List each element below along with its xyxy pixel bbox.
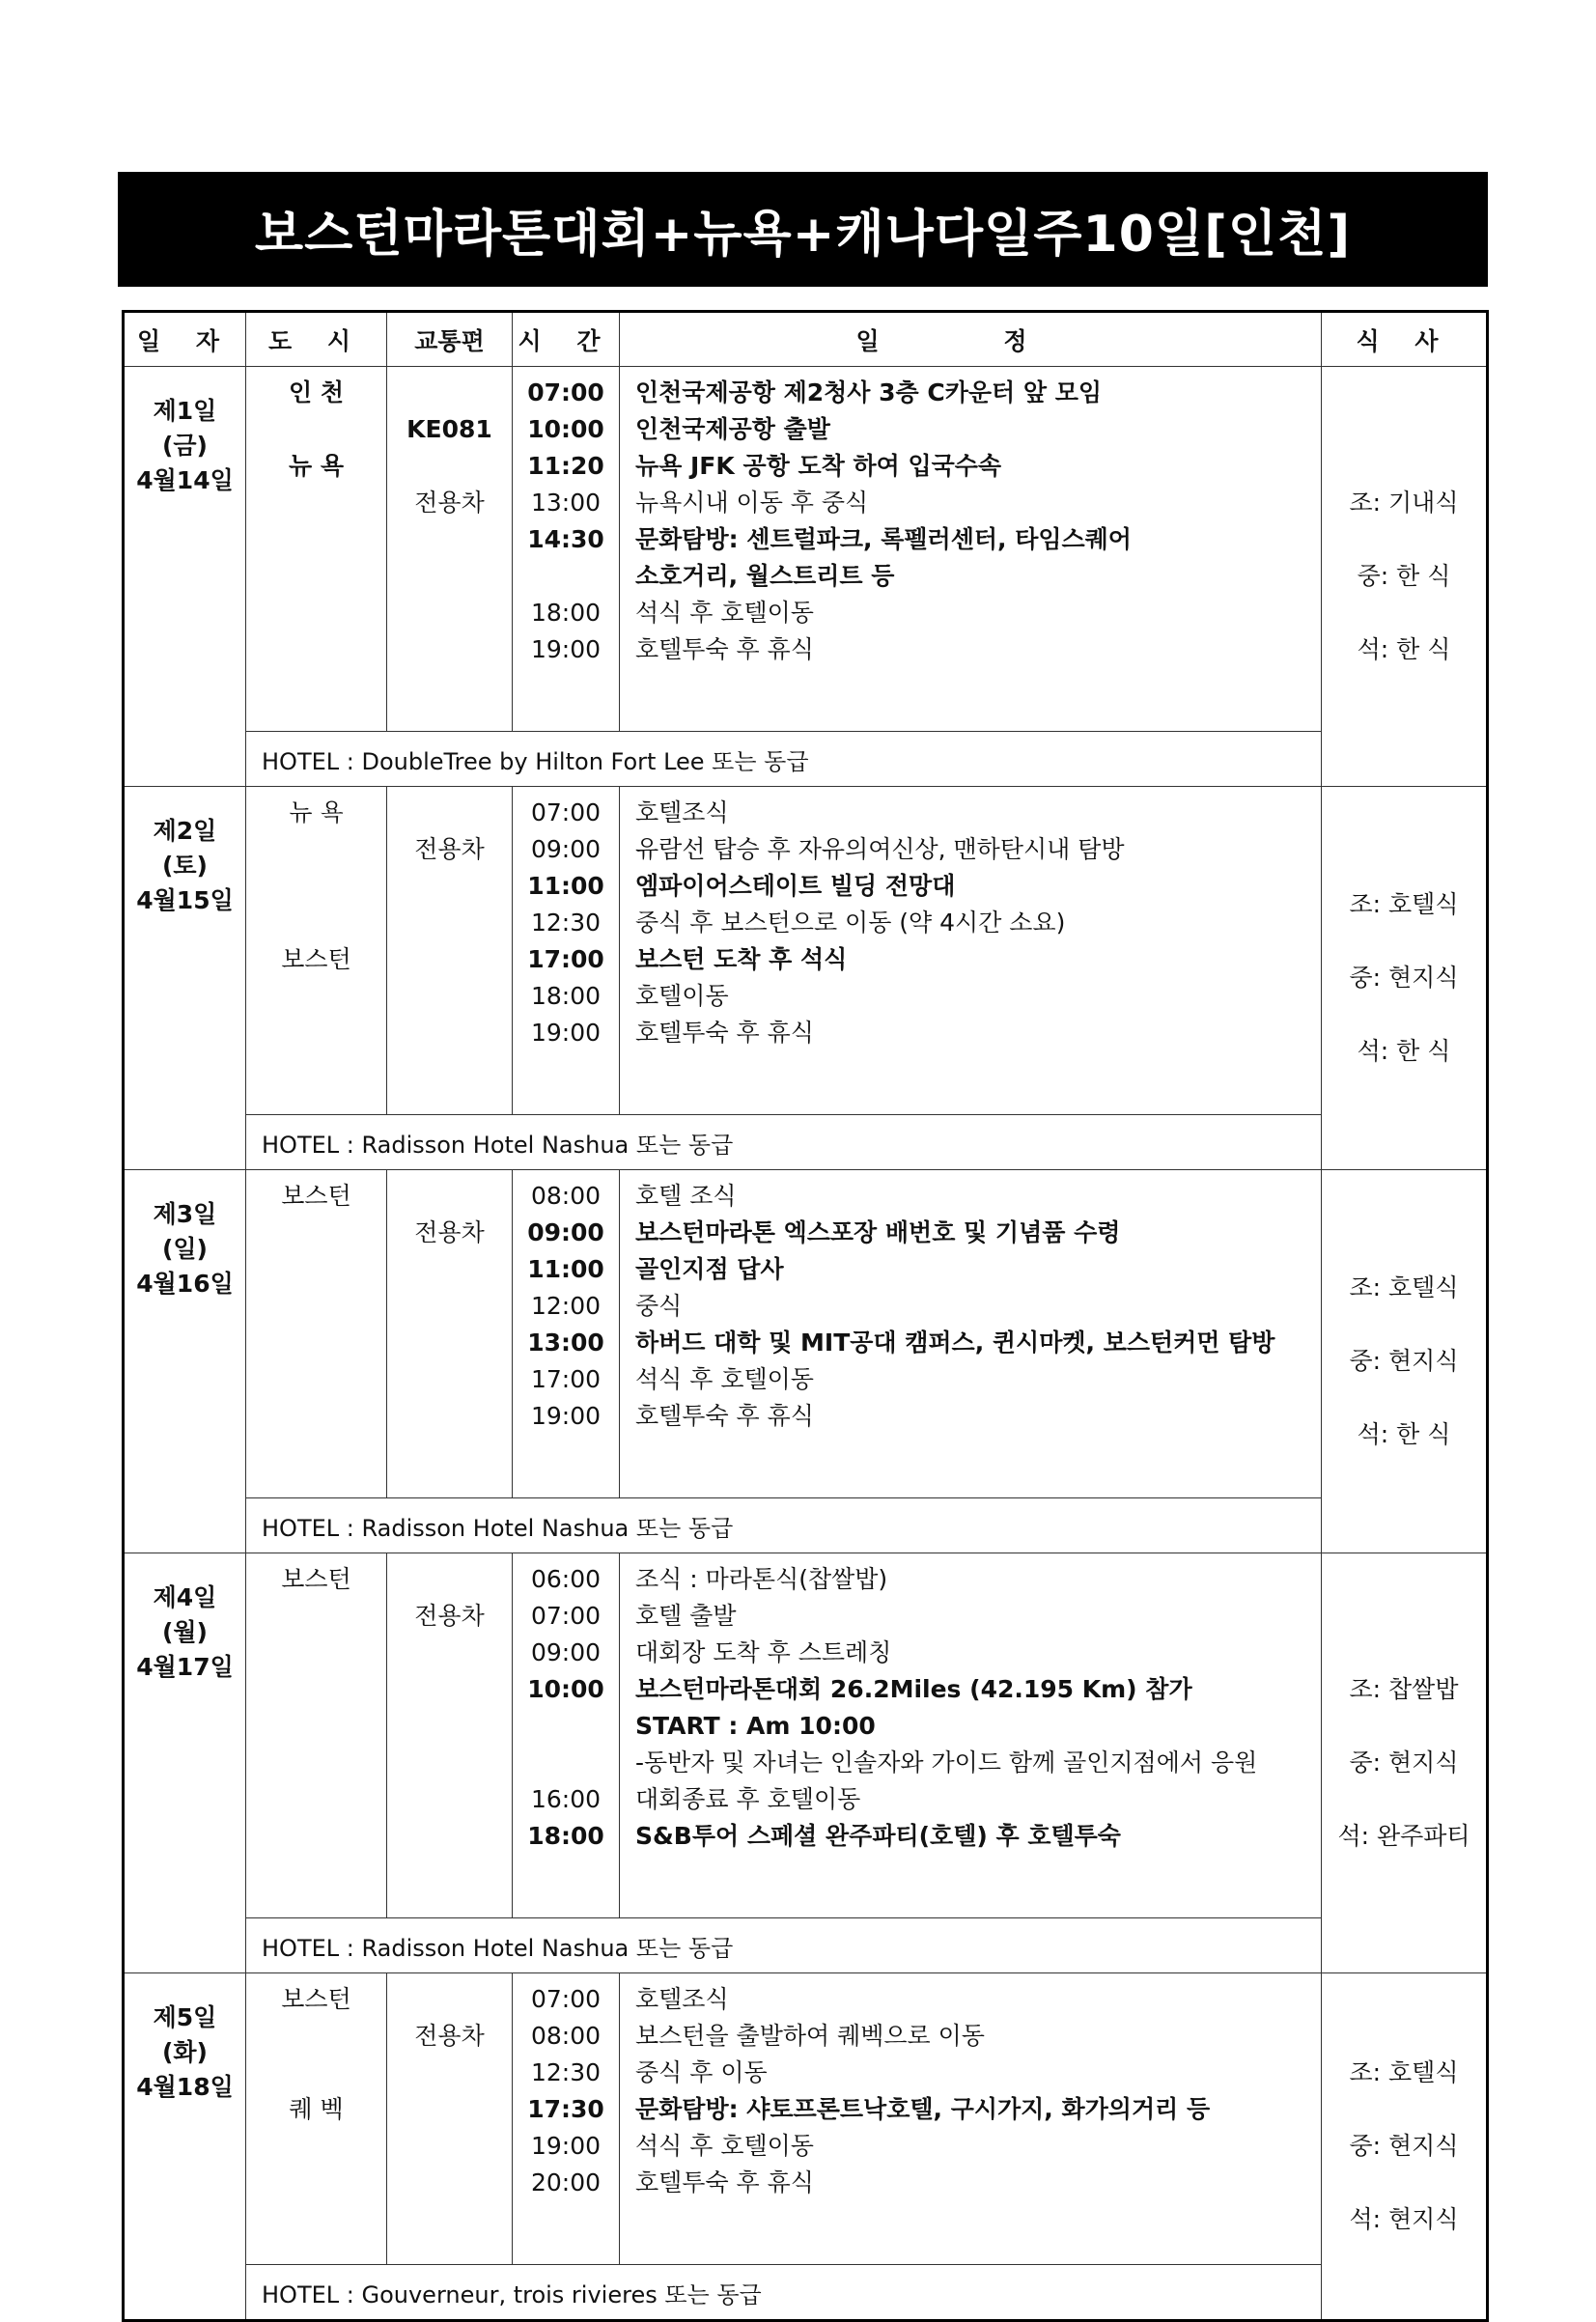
transport-line [387, 1398, 512, 1435]
day-date: 4월15일 [136, 886, 234, 914]
transport-line: 전용차 [414, 1218, 485, 1246]
city-line [246, 978, 386, 1015]
time-cell-lines [513, 1973, 619, 2201]
day-label-block [125, 1973, 245, 2105]
transport-cell [387, 787, 513, 1115]
time-line: 18:00 [530, 982, 602, 1010]
time-line: 12:30 [530, 2058, 602, 2086]
transport-line: 전용차 [414, 1602, 485, 1630]
city-line [246, 595, 386, 631]
schedule-item: 호텔조식 [635, 798, 729, 826]
hotel-info: HOTEL : Gouverneur, trois rivieres 또는 동급 [246, 2265, 1322, 2321]
meal-item: 석: 현지식 [1349, 2205, 1459, 2233]
transport-line [387, 558, 512, 595]
time-line: 13:00 [527, 1329, 604, 1357]
meal-cell [1322, 1553, 1488, 1973]
transport-line [387, 795, 512, 831]
schedule-cell-lines [635, 1973, 1321, 2201]
time-line: 07:00 [530, 798, 602, 826]
header-transport: 교통편 [387, 312, 513, 367]
schedule-item: 중식 [635, 1292, 683, 1320]
transport-line [387, 1708, 512, 1745]
transport-line [387, 1981, 512, 2018]
city-cell-lines [246, 1973, 386, 2201]
day-label: 제3일 [153, 1200, 217, 1228]
hotel-info: HOTEL : Radisson Hotel Nashua 또는 동급 [246, 1115, 1322, 1170]
time-cell [513, 787, 620, 1115]
schedule-item: 호텔투숙 후 휴식 [635, 1402, 814, 1430]
time-line: 09:00 [530, 1638, 602, 1666]
schedule-cell-lines [635, 1170, 1321, 1435]
day-date: 4월18일 [136, 2073, 234, 2101]
itinerary-table [122, 310, 1489, 2322]
day-weekday: (일) [161, 1235, 208, 1263]
transport-line [387, 868, 512, 905]
city-cell-lines [246, 1170, 386, 1435]
transport-line [387, 2165, 512, 2201]
meal-item: 중: 현지식 [1349, 2132, 1459, 2160]
time-cell [513, 1553, 620, 1918]
schedule-item: 뉴욕시내 이동 후 중식 [635, 489, 869, 517]
time-line: 07:00 [530, 1985, 602, 2013]
time-cell-lines [513, 787, 619, 1051]
transport-line: 전용차 [414, 489, 485, 517]
schedule-item: 엠파이어스테이트 빌딩 전망대 [635, 872, 956, 900]
schedule-cell-lines [635, 367, 1321, 668]
transport-line [387, 631, 512, 668]
transport-line [387, 448, 512, 485]
schedule-item: 인천국제공항 제2청사 3층 C카운터 앞 모임 [635, 378, 1103, 406]
meal-cell [1322, 1170, 1488, 1553]
schedule-item: 대회종료 후 호텔이동 [635, 1785, 861, 1813]
day-weekday: (월) [161, 1618, 208, 1646]
schedule-item: 유람선 탑승 후 자유의여신상, 맨하탄시내 탐방 [635, 835, 1125, 863]
schedule-cell [620, 1553, 1322, 1918]
day-label: 제2일 [153, 817, 217, 845]
transport-line [387, 2128, 512, 2165]
itinerary-body [124, 367, 1488, 2321]
schedule-item: 조식 : 마라톤식(찹쌀밥) [635, 1565, 888, 1593]
time-line: 08:00 [530, 1182, 602, 1210]
day-label-block [125, 1170, 245, 1301]
header-time: 시 간 [513, 312, 620, 367]
time-line: 19:00 [530, 2132, 602, 2160]
time-line: 18:00 [530, 599, 602, 627]
transport-line [387, 1288, 512, 1325]
transport-cell-lines [387, 787, 512, 1051]
schedule-item: 석식 후 호텔이동 [635, 599, 814, 627]
city-line: 퀘 벡 [289, 2095, 344, 2123]
day-label-block [125, 367, 245, 498]
time-line: 11:20 [527, 452, 604, 480]
schedule-item: 문화탐방: 센트럴파크, 록펠러센터, 타임스퀘어 [635, 525, 1132, 553]
day-cell [124, 787, 246, 1170]
meal-item: 조: 호텔식 [1349, 2058, 1459, 2086]
schedule-item: 하버드 대학 및 MIT공대 캠퍼스, 퀸시마켓, 보스턴커먼 탐방 [635, 1329, 1275, 1357]
city-cell [246, 1170, 387, 1498]
city-line [246, 1745, 386, 1781]
transport-line [387, 1818, 512, 1855]
time-line: 13:00 [530, 489, 602, 517]
time-line [513, 1745, 619, 1781]
day-cell [124, 367, 246, 787]
time-cell [513, 1170, 620, 1498]
transport-line [387, 1178, 512, 1215]
schedule-cell [620, 1170, 1322, 1498]
day-weekday: (화) [161, 2038, 208, 2066]
time-line: 07:00 [530, 1602, 602, 1630]
time-line: 11:00 [527, 1255, 604, 1283]
transport-line [387, 941, 512, 978]
day-label-block [125, 1553, 245, 1685]
time-line: 20:00 [530, 2168, 602, 2196]
transport-cell-lines [387, 1553, 512, 1855]
schedule-item: START : Am 10:00 [635, 1712, 876, 1740]
city-line [246, 2128, 386, 2165]
city-cell [246, 367, 387, 732]
time-line [513, 558, 619, 595]
transport-line [387, 2055, 512, 2091]
transport-cell [387, 1170, 513, 1498]
time-line [513, 1708, 619, 1745]
meal-item: 중: 현지식 [1349, 1347, 1459, 1375]
city-line [246, 1398, 386, 1435]
city-cell-lines [246, 1553, 386, 1855]
transport-line: 전용차 [414, 835, 485, 863]
transport-line [387, 1361, 512, 1398]
meal-cell [1322, 367, 1488, 787]
schedule-cell [620, 367, 1322, 732]
transport-line [387, 978, 512, 1015]
time-line: 06:00 [530, 1565, 602, 1593]
city-line [246, 485, 386, 521]
hotel-row [124, 2265, 1488, 2321]
city-line [246, 868, 386, 905]
time-line: 14:30 [527, 525, 604, 553]
city-line [246, 1671, 386, 1708]
city-line [246, 1708, 386, 1745]
day-date: 4월14일 [136, 466, 234, 494]
schedule-item: S&B투어 스페셜 완주파티(호텔) 후 호텔투숙 [635, 1822, 1121, 1850]
city-line [246, 631, 386, 668]
day-cell [124, 1553, 246, 1973]
city-line [246, 831, 386, 868]
schedule-item: 석식 후 호텔이동 [635, 2132, 814, 2160]
city-line [246, 1215, 386, 1251]
city-line [246, 905, 386, 941]
time-line: 09:00 [530, 835, 602, 863]
schedule-item: 호텔조식 [635, 1985, 729, 2013]
city-line [246, 558, 386, 595]
meal-item: 조: 찹쌀밥 [1349, 1675, 1459, 1703]
hotel-row [124, 732, 1488, 787]
transport-line [387, 1781, 512, 1818]
city-cell [246, 787, 387, 1115]
schedule-item: 호텔 출발 [635, 1602, 737, 1630]
day-row [124, 367, 1488, 732]
header-date: 일 자 [124, 312, 246, 367]
schedule-item: 호텔이동 [635, 982, 729, 1010]
schedule-item: 호텔투숙 후 휴식 [635, 1019, 814, 1047]
city-line: 보스턴 [281, 945, 351, 973]
transport-cell [387, 1553, 513, 1918]
schedule-item: 호텔 조식 [635, 1182, 737, 1210]
time-line: 18:00 [527, 1822, 604, 1850]
city-line: 보스턴 [281, 1565, 351, 1593]
city-line [246, 411, 386, 448]
header-city: 도 시 [246, 312, 387, 367]
schedule-item: 호텔투숙 후 휴식 [635, 2168, 814, 2196]
city-line [246, 1015, 386, 1051]
schedule-cell [620, 1973, 1322, 2265]
city-line: 인 천 [288, 378, 344, 406]
meal-item: 중: 현지식 [1349, 1748, 1459, 1776]
schedule-item: 문화탐방: 샤토프론트낙호텔, 구시가지, 화가의거리 등 [635, 2095, 1211, 2123]
time-line: 17:30 [527, 2095, 604, 2123]
time-line: 10:00 [527, 415, 604, 443]
transport-line: 전용차 [414, 2022, 485, 2050]
transport-line [387, 2091, 512, 2128]
city-line: 보스턴 [281, 1182, 351, 1210]
header-meal: 식 사 [1322, 312, 1488, 367]
city-line: 뉴 욕 [288, 452, 344, 480]
hotel-row [124, 1918, 1488, 1973]
day-row [124, 1553, 1488, 1918]
transport-line [387, 1325, 512, 1361]
schedule-item: 보스턴마라톤 엑스포장 배번호 및 기념품 수령 [635, 1218, 1121, 1246]
header-schedule: 일 정 [620, 312, 1322, 367]
transport-cell-lines [387, 367, 512, 668]
time-line: 09:00 [527, 1218, 604, 1246]
header-row [124, 312, 1488, 367]
transport-line [387, 905, 512, 941]
city-cell-lines [246, 787, 386, 1051]
hotel-row [124, 1115, 1488, 1170]
time-cell-lines [513, 367, 619, 668]
day-cell [124, 1170, 246, 1553]
schedule-item: 석식 후 호텔이동 [635, 1365, 814, 1393]
schedule-item: 보스턴마라톤대회 26.2Miles (42.195 Km) 참가 [635, 1675, 1192, 1703]
transport-line [387, 1745, 512, 1781]
city-line [246, 1288, 386, 1325]
schedule-item: 골인지점 답사 [635, 1255, 784, 1283]
day-row [124, 787, 1488, 1115]
time-cell [513, 367, 620, 732]
day-weekday: (금) [161, 432, 208, 460]
time-line: 12:30 [530, 909, 602, 937]
schedule-item: 호텔투숙 후 휴식 [635, 635, 814, 663]
city-line [246, 1325, 386, 1361]
time-line: 12:00 [530, 1292, 602, 1320]
time-cell [513, 1973, 620, 2265]
time-line: 08:00 [530, 2022, 602, 2050]
schedule-item: 인천국제공항 출발 [635, 415, 830, 443]
meal-item: 조: 기내식 [1349, 489, 1459, 517]
transport-cell-lines [387, 1170, 512, 1435]
meal-item: 조: 호텔식 [1349, 1273, 1459, 1301]
day-date: 4월16일 [136, 1270, 234, 1298]
city-line [246, 1598, 386, 1635]
time-line: 17:00 [527, 945, 604, 973]
hotel-info: HOTEL : DoubleTree by Hilton Fort Lee 또는 동급 [246, 732, 1322, 787]
day-cell [124, 1973, 246, 2321]
day-label: 제4일 [153, 1583, 217, 1611]
meal-item: 석: 한 식 [1357, 1037, 1451, 1065]
transport-line [387, 1635, 512, 1671]
schedule-cell [620, 787, 1322, 1115]
transport-line [387, 375, 512, 411]
city-line: 보스턴 [281, 1985, 351, 2013]
day-row [124, 1170, 1488, 1498]
schedule-item: 소호거리, 월스트리트 등 [635, 562, 895, 590]
time-line: 17:00 [530, 1365, 602, 1393]
transport-line [387, 595, 512, 631]
page-title: 보스턴마라톤대회+뉴욕+캐나다일주10일[인천] [118, 172, 1488, 287]
city-line: 뉴 욕 [289, 798, 344, 826]
transport-line: KE081 [406, 415, 492, 443]
day-label: 제5일 [153, 2003, 217, 2031]
city-cell-lines [246, 367, 386, 668]
day-date: 4월17일 [136, 1653, 234, 1681]
city-line [246, 1251, 386, 1288]
city-line [246, 1361, 386, 1398]
time-cell-lines [513, 1553, 619, 1855]
transport-line [387, 1015, 512, 1051]
time-line: 16:00 [530, 1785, 602, 1813]
schedule-item: 보스턴 도착 후 석식 [635, 945, 848, 973]
day-row [124, 1973, 1488, 2265]
time-line: 19:00 [530, 635, 602, 663]
meal-item: 조: 호텔식 [1349, 890, 1459, 918]
meal-cell [1322, 1973, 1488, 2321]
day-weekday: (토) [161, 852, 208, 880]
schedule-item: 보스턴을 출발하여 퀘벡으로 이동 [635, 2022, 985, 2050]
day-label: 제1일 [153, 397, 217, 425]
city-line [246, 1818, 386, 1855]
city-line [246, 1781, 386, 1818]
city-cell [246, 1553, 387, 1918]
transport-line [387, 1671, 512, 1708]
city-line [246, 521, 386, 558]
transport-cell [387, 1973, 513, 2265]
meal-item: 석: 한 식 [1357, 635, 1451, 663]
day-label-block [125, 787, 245, 918]
transport-line [387, 1561, 512, 1598]
city-line [246, 1635, 386, 1671]
time-line: 19:00 [530, 1019, 602, 1047]
time-line: 07:00 [527, 378, 604, 406]
schedule-cell-lines [635, 787, 1321, 1051]
meal-item: 중: 현지식 [1349, 964, 1459, 992]
meal-item: 석: 한 식 [1357, 1420, 1451, 1448]
hotel-info: HOTEL : Radisson Hotel Nashua 또는 동급 [246, 1918, 1322, 1973]
transport-line [387, 521, 512, 558]
time-line: 11:00 [527, 872, 604, 900]
schedule-cell-lines [635, 1553, 1321, 1855]
schedule-item: -동반자 및 자녀는 인솔자와 가이드 함께 골인지점에서 응원 [635, 1748, 1258, 1776]
schedule-item: 대회장 도착 후 스트레칭 [635, 1638, 892, 1666]
transport-line [387, 1251, 512, 1288]
city-line [246, 2018, 386, 2055]
city-cell [246, 1973, 387, 2265]
time-line: 19:00 [530, 1402, 602, 1430]
schedule-item: 중식 후 이동 [635, 2058, 768, 2086]
meal-item: 석: 완주파티 [1337, 1822, 1470, 1850]
meal-item: 중: 한 식 [1357, 562, 1451, 590]
transport-cell-lines [387, 1973, 512, 2201]
hotel-info: HOTEL : Radisson Hotel Nashua 또는 동급 [246, 1498, 1322, 1553]
city-line [246, 2055, 386, 2091]
schedule-item: 뉴욕 JFK 공항 도착 하여 입국수속 [635, 452, 1002, 480]
meal-cell [1322, 787, 1488, 1170]
hotel-row [124, 1498, 1488, 1553]
time-cell-lines [513, 1170, 619, 1435]
time-line: 10:00 [527, 1675, 604, 1703]
schedule-item: 중식 후 보스턴으로 이동 (약 4시간 소요) [635, 909, 1066, 937]
transport-cell [387, 367, 513, 732]
city-line [246, 2165, 386, 2201]
